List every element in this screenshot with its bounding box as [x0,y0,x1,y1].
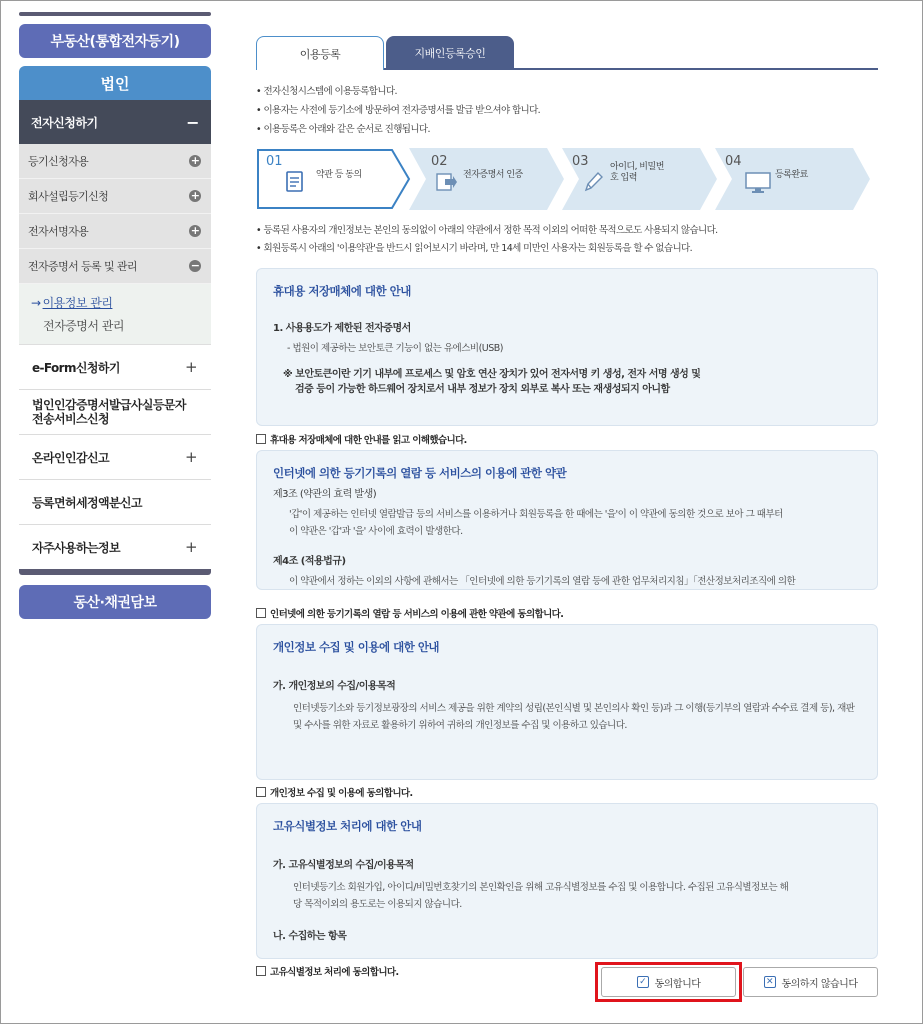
terms-agree-checkbox[interactable] [256,604,878,622]
sidebar-item-cert-management[interactable] [19,249,211,284]
collapse-icon: − [190,259,200,272]
main-content [256,36,878,980]
sidebar-item-label: 온라인인감신고 [32,450,109,465]
sidebar-item-eform[interactable] [19,345,211,390]
section-title: 휴대용 저장매체에 대한 안내 [273,284,411,298]
article-heading: 제4조 (적용법규) [273,556,346,567]
portable-agree-checkbox[interactable] [256,430,878,448]
sidebar-bottom-bar [19,569,211,575]
section-note: ※ 보안토큰이란 기기 내부에 프로세스 및 암호 연산 장치가 있어 전자서명 키 생성, 전자 서명 생성 및 [283,369,701,380]
sidebar-item-label: 전자서명자용 [28,225,89,238]
step-number: 03 [572,154,589,169]
article-text: 이 약관에서 정하는 이외의 사항에 관해서는 「인터넷에 의한 등기기록의 열람 등에 관한 업무처리지침」「전산정보처리조직에 의한 [289,576,796,587]
apply-submenu [19,144,211,284]
step-label: 약관 등 동의 [316,170,362,180]
corp-header[interactable]: 법인 [19,66,211,100]
plus-icon: + [185,358,197,376]
checkbox-label: 개인정보 수집 및 이용에 동의합니다. [270,788,413,799]
sidebar-item-license-tax[interactable] [19,480,211,525]
sidebar-item-company-setup[interactable] [19,179,211,214]
sidebar-item-online-seal[interactable] [19,435,211,480]
expand-icon: + [190,224,200,237]
section-item: - 법원이 제공하는 보안토큰 기능이 없는 유에스비(USB) [287,343,504,354]
sidebar-item-signer[interactable] [19,214,211,249]
sidebar-top-bar [19,12,211,16]
unique-id-box[interactable] [256,803,878,959]
monitor-icon [745,170,771,194]
tab-manager-approval[interactable]: 지배인등록승인 [386,36,514,70]
section-heading: 나. 수집하는 항목 [273,931,347,942]
sidebar-item-seal-sms[interactable] [19,390,211,435]
sidebar-item-label: 등기신청자용 [28,155,89,168]
step-number: 01 [266,154,283,169]
section-heading: 1. 사용용도가 제한된 전자증명서 [273,323,411,334]
step-number: 04 [725,154,742,169]
certificate-icon [435,170,457,194]
collapse-icon: − [186,112,199,132]
sidebar-subitem-usage-info[interactable] [31,294,211,311]
step-label: 전자증명서 인증 [463,170,523,180]
step-idpw [562,148,717,210]
step-agree [256,148,411,210]
sidebar-item-registrant[interactable] [19,144,211,179]
notice-list [256,222,878,258]
step-number: 02 [431,154,448,169]
sidebar-item-label: 등록면허세정액분신고 [32,495,142,510]
document-icon [284,170,306,194]
sidebar [19,12,211,619]
section-text: 인터넷등기소와 등기정보광장의 서비스 제공을 위한 계약의 성립(본인식별 및 본인의사 확인 등)과 그 이행(등기부의 열람과 수수료 결제 등), 재판 [293,703,855,714]
sidebar-item-label: 전자증명서 등록 및 관리 [28,260,137,273]
section-text: 인터넷등기소 회원가입, 아이디/비밀번호찾기의 본인확인을 위해 고유식별정보를 수집 및 이용합니다. 수집된 고유식별정보는 해 [293,882,789,893]
checkbox-box[interactable] [256,608,266,618]
button-label: 동의하지 않습니다 [781,978,858,990]
step-label: 아이디, 비밀번호 입력 [610,162,664,183]
button-label: 동의합니다 [654,978,701,990]
sidebar-item-apply[interactable] [19,100,211,144]
sidebar-item-label: e-Form신청하기 [32,360,120,375]
notice-bullet: • 등록된 사용자의 개인정보는 본인의 동의없이 아래의 약관에서 정한 목적 이외의 어떠한 목적으로도 사용되지 않습니다. [256,222,878,240]
plus-icon: + [185,448,197,466]
checkbox-box[interactable] [256,787,266,797]
agree-button[interactable] [601,967,736,997]
sidebar-item-label: 회사설립등기신청 [28,190,109,203]
portable-storage-box[interactable] [256,268,878,426]
sidebar-subitem-cert-management[interactable]: 전자증명서 관리 [43,319,124,333]
article-text: '갑'이 제공하는 인터넷 열람발급 등의 서비스를 이용하거나 회원등록을 한 때에는 '을'이 이 약관에 동의한 것으로 보아 그 때부터 [289,509,783,520]
checkbox-label: 인터넷에 의한 등기기록의 열람 등 서비스의 이용에 관한 약관에 동의합니다. [270,609,564,620]
x-icon: ✕ [764,976,776,988]
intro-bullet: • 이용등록은 아래와 같은 순서로 진행됩니다. [256,120,878,139]
cert-submenu [19,284,211,345]
sidebar-item-label: 법인인감증명서발급사실등문자 전송서비스신청 [32,398,186,426]
plus-icon: + [185,538,197,556]
section-heading: 가. 고유식별정보의 수집/이용목적 [273,860,414,871]
article-text: 이 약관은 '갑'과 '을' 사이에 효력이 발생한다. [289,526,463,537]
sidebar-item-label: 자주사용하는정보 [32,540,120,555]
privacy-box[interactable] [256,624,878,780]
expand-icon: + [190,154,200,167]
privacy-agree-checkbox[interactable] [256,783,878,801]
section-title: 인터넷에 의한 등기기록의 열람 등 서비스의 이용에 관한 약관 [273,466,567,480]
step-label: 등록완료 [775,170,808,180]
intro-bullet: • 전자신청시스템에 이용등록합니다. [256,82,878,101]
sidebar-subitem-label: 이용정보 관리 [42,296,113,310]
checkbox-label: 고유식별정보 처리에 동의합니다. [270,967,399,978]
section-title: 개인정보 수집 및 이용에 대한 안내 [273,640,440,654]
step-cert [409,148,564,210]
section-note: 검증 등이 가능한 하드웨어 장치로서 내부 정보가 장치 외부로 복사 또는 재생성되지 아니함 [295,384,670,395]
intro-bullet: • 이용자는 사전에 등기소에 방문하여 전자증명서를 발급 받으셔야 합니다. [256,101,878,120]
terms-box[interactable] [256,450,878,590]
step-indicator [256,148,878,210]
realestate-button[interactable]: 부동산(통합전자등기) [19,24,211,58]
checkbox-box[interactable] [256,966,266,976]
section-title: 고유식별정보 처리에 대한 안내 [273,819,422,833]
checkbox-label: 휴대용 저장매체에 대한 안내를 읽고 이해했습니다. [270,435,467,446]
section-text: 당 목적이외의 용도로는 이용되지 않습니다. [293,899,462,910]
movable-asset-button[interactable]: 동산·채권담보 [19,585,211,619]
disagree-button[interactable] [743,967,878,997]
check-icon: ✓ [637,976,649,988]
article-heading: 제3조 (약관의 효력 발생) [273,489,377,500]
tab-bar [256,36,878,70]
step-done [715,148,870,210]
intro-list [256,82,878,139]
expand-icon: + [190,189,200,202]
arrow-right-icon: → [31,296,41,310]
sidebar-item-favorites[interactable] [19,525,211,569]
checkbox-box[interactable] [256,434,266,444]
section-text: 및 수사를 위한 자료로 활용하기 위하여 귀하의 개인정보를 수집 및 이용하고 있습니다. [293,720,627,731]
notice-bullet: • 회원등록시 아래의 '이용약관'을 반드시 읽어보시기 바라며, 만 14세 미만인 사용자는 회원등록을 할 수 없습니다. [256,240,878,258]
pencil-icon [582,170,604,194]
section-heading: 가. 개인정보의 수집/이용목적 [273,681,396,692]
tab-registration[interactable]: 이용등록 [256,36,384,70]
sidebar-item-label: 전자신청하기 [31,115,98,130]
